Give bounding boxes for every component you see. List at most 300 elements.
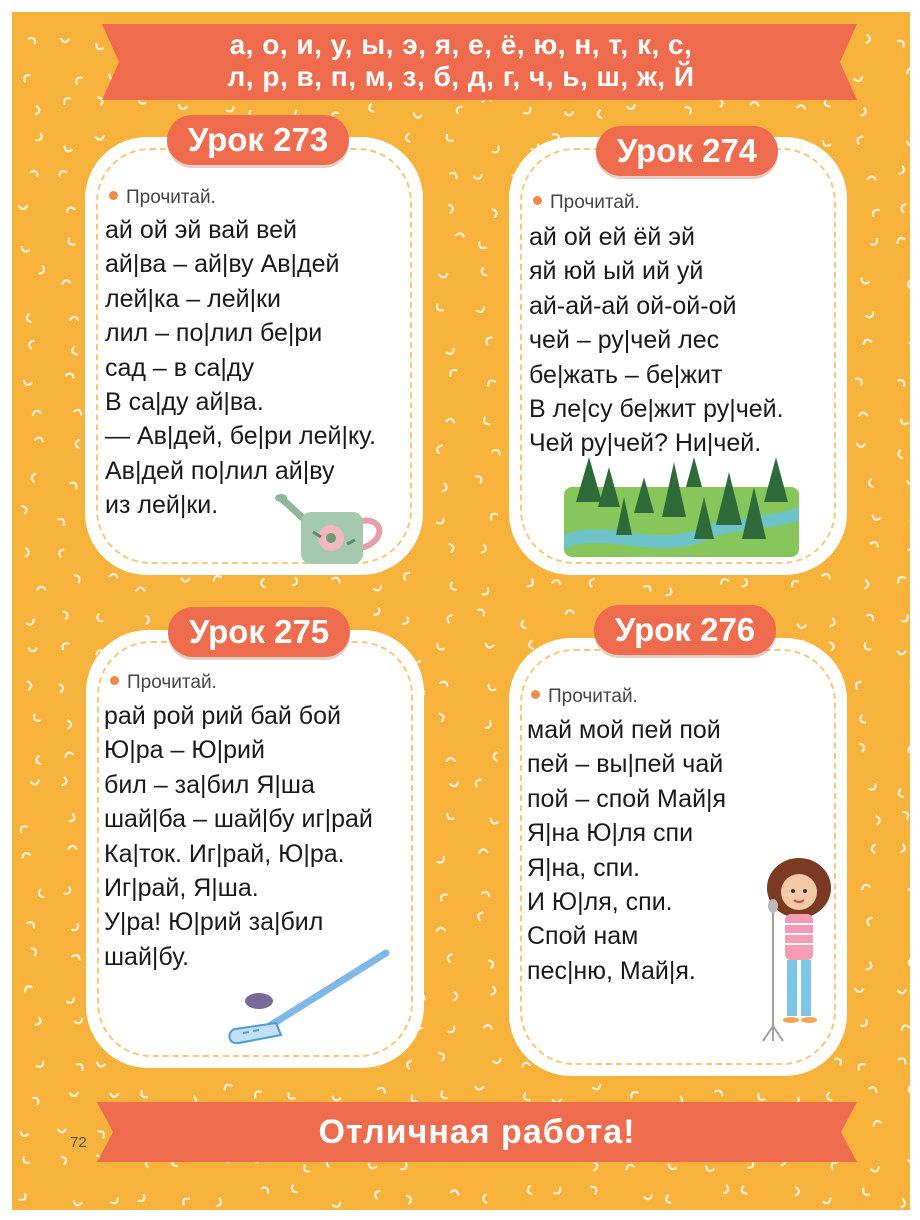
confetti-squiggle <box>62 1156 68 1165</box>
confetti-squiggle <box>20 1132 29 1138</box>
confetti-squiggle <box>37 587 45 590</box>
confetti-squiggle <box>261 579 265 587</box>
confetti-squiggle <box>333 1202 342 1208</box>
reading-line: пес|ню, Май|я. <box>527 956 696 985</box>
confetti-squiggle <box>446 614 452 623</box>
confetti-squiggle <box>21 852 30 858</box>
confetti-squiggle <box>253 1090 261 1098</box>
confetti-squiggle <box>901 1199 905 1207</box>
confetti-squiggle <box>685 106 692 114</box>
confetti-squiggle <box>62 777 67 786</box>
confetti-squiggle <box>629 1090 637 1097</box>
confetti-squiggle <box>70 317 78 320</box>
confetti-squiggle <box>554 1188 562 1196</box>
confetti-squiggle <box>666 588 673 596</box>
confetti-squiggle <box>23 381 32 386</box>
confetti-squiggle <box>524 108 532 115</box>
confetti-squiggle <box>871 844 875 852</box>
confetti-squiggle <box>872 1120 880 1126</box>
confetti-squiggle <box>368 1164 377 1170</box>
confetti-squiggle <box>110 573 118 577</box>
instruction-text: Прочитай. <box>126 187 216 208</box>
confetti-squiggle <box>64 751 73 757</box>
girl-singing-icon <box>749 856 844 1046</box>
confetti-squiggle <box>823 1199 832 1205</box>
confetti-squiggle <box>72 924 80 932</box>
confetti-squiggle <box>69 846 77 849</box>
confetti-squiggle <box>901 844 906 853</box>
confetti-squiggle <box>96 136 104 140</box>
confetti-squiggle <box>897 450 902 458</box>
confetti-squiggle <box>790 579 798 587</box>
confetti-squiggle <box>436 444 442 453</box>
confetti-squiggle <box>908 959 910 968</box>
confetti-squiggle <box>899 166 905 174</box>
confetti-squiggle <box>439 893 446 901</box>
confetti-squiggle <box>28 681 32 689</box>
confetti-squiggle <box>859 412 867 415</box>
confetti-squiggle <box>831 618 836 627</box>
confetti-squiggle <box>871 239 879 246</box>
confetti-squiggle <box>860 279 868 285</box>
confetti-squiggle <box>798 625 806 629</box>
confetti-squiggle <box>522 1062 530 1066</box>
confetti-squiggle <box>66 372 75 377</box>
confetti-squiggle <box>437 518 445 525</box>
confetti-squiggle <box>855 989 863 993</box>
reading-lines <box>105 213 376 523</box>
confetti-squiggle <box>406 134 410 142</box>
confetti-squiggle <box>474 175 483 180</box>
confetti-squiggle <box>900 203 905 212</box>
forest-stream-icon <box>564 457 799 557</box>
confetti-squiggle <box>865 580 869 588</box>
confetti-squiggle <box>446 814 454 821</box>
confetti-squiggle <box>482 418 489 426</box>
confetti-squiggle <box>31 947 37 955</box>
reading-line: В ле|су бе|жит ру|чей. <box>529 395 784 424</box>
confetti-squiggle <box>751 102 759 106</box>
confetti-squiggle <box>26 314 30 322</box>
confetti-squiggle <box>31 780 40 785</box>
confetti-squiggle <box>70 1093 78 1097</box>
lesson-card-276 <box>509 638 847 1076</box>
confetti-squiggle <box>31 473 35 481</box>
reading-line: У|ра! Ю|рий за|бил <box>104 908 324 937</box>
confetti-squiggle <box>830 642 835 650</box>
confetti-squiggle <box>138 1195 146 1203</box>
confetti-squiggle <box>437 927 445 930</box>
reading-line: — Ав|дей, бе|ри лей|ку. <box>105 422 377 451</box>
confetti-squiggle <box>901 1024 910 1029</box>
confetti-squiggle <box>440 680 449 686</box>
confetti-squiggle <box>493 147 501 155</box>
confetti-squiggle <box>720 578 729 584</box>
confetti-squiggle <box>437 857 445 864</box>
confetti-squiggle <box>740 1186 746 1195</box>
reading-line: В са|ду ай|ва. <box>105 388 264 417</box>
confetti-squiggle <box>374 1190 380 1199</box>
hockey-stick-icon <box>221 945 391 1045</box>
confetti-squiggle <box>449 583 455 591</box>
confetti-squiggle <box>58 169 66 175</box>
confetti-squiggle <box>520 621 525 630</box>
confetti-squiggle <box>863 339 872 344</box>
confetti-squiggle <box>644 584 652 591</box>
confetti-squiggle <box>77 1062 85 1070</box>
reading-line: Спой нам <box>527 922 639 951</box>
confetti-squiggle <box>715 1089 723 1095</box>
confetti-squiggle <box>869 784 877 792</box>
confetti-squiggle <box>484 1024 492 1028</box>
confetti-squiggle <box>27 619 35 626</box>
confetti-squiggle <box>181 1197 189 1205</box>
reading-line: пей – вы|пей чай <box>527 750 724 779</box>
confetti-squiggle <box>440 1092 447 1100</box>
confetti-squiggle <box>528 580 535 588</box>
confetti-squiggle <box>857 1062 865 1070</box>
confetti-squiggle <box>477 307 486 313</box>
confetti-squiggle <box>448 1027 456 1034</box>
confetti-squiggle <box>742 579 748 588</box>
confetti-squiggle <box>856 135 862 143</box>
confetti-squiggle <box>863 643 871 651</box>
confetti-squiggle <box>140 1091 147 1099</box>
instruction-text: Прочитай. <box>127 672 217 693</box>
reading-line: яй юй ый ий уй <box>529 257 704 286</box>
confetti-squiggle <box>797 104 805 109</box>
alphabet-line-2: л, р, в, п, м, з, б, д, г, ч, ь, ш, ж, Й <box>227 61 695 92</box>
confetti-squiggle <box>724 1186 730 1195</box>
confetti-squiggle <box>869 1086 878 1092</box>
confetti-squiggle <box>67 239 75 247</box>
confetti-squiggle <box>38 890 44 899</box>
confetti-squiggle <box>29 648 37 652</box>
confetti-squiggle <box>436 644 444 651</box>
confetti-squiggle <box>65 887 72 895</box>
confetti-squiggle <box>483 1195 486 1203</box>
confetti-squiggle <box>900 419 908 426</box>
confetti-squiggle <box>22 1157 30 1165</box>
confetti-squiggle <box>447 758 455 761</box>
bullet-dot-icon <box>110 676 119 685</box>
reading-line: Иг|рай, Я|ша. <box>104 874 259 903</box>
confetti-squiggle <box>896 575 904 582</box>
confetti-squiggle <box>527 1186 531 1194</box>
confetti-squiggle <box>378 1086 386 1093</box>
confetti-squiggle <box>872 515 881 520</box>
reading-line: И Ю|ля, спи. <box>527 888 673 917</box>
confetti-squiggle <box>860 743 865 752</box>
confetti-squiggle <box>868 176 876 180</box>
reading-lines <box>527 713 726 988</box>
confetti-squiggle <box>898 789 903 798</box>
confetti-squiggle <box>479 849 487 853</box>
watering-can-icon <box>275 492 395 572</box>
lesson-title-275: Урок 275 <box>168 607 350 657</box>
confetti-squiggle <box>403 571 410 579</box>
lesson-card-275 <box>86 630 424 1068</box>
confetti-squiggle <box>136 588 144 591</box>
confetti-squiggle <box>58 548 64 557</box>
confetti-squiggle <box>907 745 910 752</box>
confetti-squiggle <box>625 1164 634 1170</box>
confetti-squiggle <box>332 576 341 582</box>
confetti-squiggle <box>72 954 81 960</box>
confetti-squiggle <box>861 1189 869 1197</box>
lesson-card-274 <box>509 137 847 575</box>
confetti-squiggle <box>36 1018 42 1026</box>
confetti-squiggle <box>485 644 493 648</box>
lesson-title-273: Урок 273 <box>167 115 349 165</box>
reading-line: бил – за|бил Я|ша <box>104 770 315 799</box>
confetti-squiggle <box>493 1059 502 1065</box>
confetti-squiggle <box>478 608 486 616</box>
confetti-squiggle <box>32 410 41 415</box>
reading-line: лей|ка – лей|ки <box>105 284 281 313</box>
confetti-squiggle <box>529 641 533 649</box>
confetti-squiggle <box>898 378 906 386</box>
confetti-squiggle <box>866 917 871 926</box>
confetti-squiggle <box>867 613 875 621</box>
reading-line: май мой пей пой <box>527 716 721 744</box>
confetti-squiggle <box>67 998 75 1005</box>
confetti-squiggle <box>489 819 497 825</box>
confetti-squiggle <box>406 1060 411 1069</box>
confetti-squiggle <box>485 721 492 729</box>
instruction <box>110 672 217 694</box>
confetti-squiggle <box>487 379 495 386</box>
reading-line: сад – в са|ду <box>105 353 254 382</box>
confetti-squiggle <box>36 106 40 114</box>
confetti-squiggle <box>665 1195 670 1204</box>
confetti-squiggle <box>374 608 381 616</box>
confetti-squiggle <box>597 110 601 118</box>
confetti-squiggle <box>835 1057 843 1065</box>
confetti-squiggle <box>627 105 635 110</box>
reading-line: бе|жать – бе|жит <box>529 360 723 389</box>
confetti-squiggle <box>178 105 186 110</box>
confetti-squiggle <box>39 266 45 275</box>
confetti-squiggle <box>451 1189 460 1194</box>
confetti-squiggle <box>24 985 32 992</box>
confetti-squiggle <box>482 545 487 554</box>
confetti-squiggle <box>435 305 443 313</box>
confetti-squiggle <box>58 1129 66 1132</box>
confetti-squiggle <box>31 170 39 177</box>
confetti-squiggle <box>60 684 64 692</box>
confetti-squiggle <box>33 1096 40 1104</box>
confetti-squiggle <box>485 336 492 344</box>
confetti-squiggle <box>907 281 910 289</box>
lesson-title-276: Урок 276 <box>594 605 776 655</box>
confetti-squiggle <box>74 409 83 415</box>
confetti-squiggle <box>897 651 905 654</box>
confetti-squiggle <box>449 543 454 552</box>
confetti-squiggle <box>443 484 447 492</box>
confetti-squiggle <box>446 418 454 422</box>
confetti-squiggle <box>403 618 410 626</box>
confetti-squiggle <box>213 575 222 581</box>
confetti-squiggle <box>480 268 486 277</box>
confetti-squiggle <box>907 1084 910 1092</box>
alphabet-ribbon <box>12 22 910 102</box>
confetti-squiggle <box>907 481 910 485</box>
confetti-squiggle <box>898 990 906 994</box>
reading-lines <box>104 699 373 974</box>
reading-line: ай ой эй вай вей <box>105 216 297 244</box>
confetti-squiggle <box>37 1061 45 1068</box>
confetti-squiggle <box>223 1083 231 1090</box>
confetti-squiggle <box>796 1187 799 1195</box>
confetti-squiggle <box>262 1186 270 1193</box>
confetti-squiggle <box>552 580 560 584</box>
confetti-squiggle <box>413 113 422 118</box>
confetti-squiggle <box>871 1167 880 1172</box>
confetti-squiggle <box>908 548 910 555</box>
reading-line: Я|на, спи. <box>527 853 641 882</box>
confetti-squiggle <box>227 107 235 113</box>
confetti-squiggle <box>492 208 497 217</box>
confetti-squiggle <box>822 573 831 579</box>
reading-line: рай рой рий бай бой <box>104 702 341 730</box>
confetti-squiggle <box>854 680 860 688</box>
workbook-page <box>12 12 910 1210</box>
confetti-squiggle <box>493 752 496 760</box>
reading-line: Ав|дей по|лил ай|ву <box>105 456 335 485</box>
confetti-squiggle <box>71 347 77 356</box>
confetti-squiggle <box>909 887 910 894</box>
confetti-squiggle <box>22 505 28 514</box>
confetti-squiggle <box>475 1086 483 1090</box>
confetti-squiggle <box>491 987 496 995</box>
confetti-squiggle <box>902 615 910 623</box>
confetti-squiggle <box>668 1164 677 1170</box>
bullet-dot-icon <box>531 690 540 699</box>
confetti-squiggle <box>445 135 453 143</box>
confetti-squiggle <box>906 142 910 146</box>
confetti-squiggle <box>19 206 27 209</box>
confetti-squiggle <box>861 108 867 117</box>
confetti-squiggle <box>407 1195 412 1204</box>
confetti-squiggle <box>28 340 33 349</box>
confetti-squiggle <box>477 912 482 921</box>
confetti-squiggle <box>63 147 72 153</box>
footer-ribbon <box>97 1100 857 1164</box>
confetti-squiggle <box>822 141 831 147</box>
reading-line: лил – по|лил бе|ри <box>105 319 323 348</box>
confetti-squiggle <box>565 610 573 614</box>
confetti-squiggle <box>27 921 35 928</box>
confetti-squiggle <box>482 891 491 897</box>
confetti-squiggle <box>476 474 483 482</box>
confetti-squiggle <box>58 517 66 525</box>
reading-line: пой – спой Май|я <box>527 784 727 813</box>
confetti-squiggle <box>96 614 103 622</box>
instruction <box>533 192 640 214</box>
confetti-squiggle <box>70 481 78 488</box>
reading-line: ай|ва – ай|ву Ав|дей <box>105 250 340 279</box>
confetti-squiggle <box>70 814 76 823</box>
confetti-squiggle <box>439 1052 445 1061</box>
confetti-squiggle <box>565 112 573 115</box>
confetti-squiggle <box>293 578 298 587</box>
confetti-squiggle <box>110 1093 118 1096</box>
instruction-text: Прочитай. <box>548 686 638 707</box>
confetti-squiggle <box>589 578 594 586</box>
confetti-squiggle <box>449 204 453 212</box>
confetti-squiggle <box>66 206 75 212</box>
confetti-squiggle <box>909 336 910 345</box>
confetti-squiggle <box>857 444 865 448</box>
reading-line: ай ой ей ёй эй <box>529 223 695 251</box>
confetti-squiggle <box>487 685 495 692</box>
confetti-squiggle <box>492 448 501 454</box>
confetti-squiggle <box>62 280 70 284</box>
confetti-squiggle <box>456 233 464 237</box>
confetti-squiggle <box>439 274 447 278</box>
confetti-squiggle <box>591 1185 598 1193</box>
confetti-squiggle <box>593 1085 602 1091</box>
confetti-squiggle <box>705 1167 714 1173</box>
confetti-squiggle <box>217 1199 223 1208</box>
confetti-squiggle <box>903 810 910 818</box>
confetti-squiggle <box>73 1201 82 1206</box>
confetti-squiggle <box>96 1062 105 1067</box>
confetti-squiggle <box>871 541 879 547</box>
confetti-squiggle <box>908 1159 910 1163</box>
confetti-squiggle <box>111 1198 119 1205</box>
reading-lines <box>529 220 784 461</box>
confetti-squiggle <box>447 349 455 356</box>
lesson-card-273 <box>85 137 423 575</box>
lesson-title-274: Урок 274 <box>596 126 778 176</box>
confetti-squiggle <box>447 953 452 962</box>
reading-line: чей – ру|чей лес <box>529 326 720 355</box>
reading-line: из лей|ки. <box>105 491 219 520</box>
reading-line: шай|бу. <box>104 942 190 971</box>
confetti-squiggle <box>146 616 149 624</box>
instruction-text: Прочитай. <box>550 192 640 213</box>
confetti-squiggle <box>478 242 486 249</box>
confetti-squiggle <box>896 236 904 242</box>
confetti-squiggle <box>871 208 879 216</box>
confetti-squiggle <box>474 778 481 786</box>
alphabet-line-1: а, о, и, у, ы, э, я, е, ё, ю, н, т, к, с, <box>229 29 693 60</box>
confetti-squiggle <box>868 479 873 488</box>
confetti-squiggle <box>36 756 41 764</box>
confetti-squiggle <box>75 1019 84 1025</box>
page-number: 72 <box>70 1134 87 1151</box>
footer-text: Отличная работа! <box>318 1113 636 1151</box>
confetti-squiggle <box>644 1195 652 1200</box>
confetti-squiggle <box>19 824 27 832</box>
confetti-squiggle <box>182 578 190 581</box>
confetti-squiggle <box>455 105 462 113</box>
confetti-squiggle <box>374 586 383 592</box>
confetti-squiggle <box>448 368 456 376</box>
confetti-squiggle <box>489 512 497 519</box>
instruction <box>109 187 216 209</box>
instruction <box>531 686 638 708</box>
bullet-dot-icon <box>533 196 542 205</box>
confetti-squiggle <box>856 377 863 385</box>
confetti-squiggle <box>368 104 373 113</box>
confetti-squiggle <box>439 713 444 722</box>
confetti-squiggle <box>290 1185 296 1193</box>
confetti-squiggle <box>450 782 458 787</box>
reading-line: Чей ру|чей? Ни|чей. <box>529 429 762 458</box>
